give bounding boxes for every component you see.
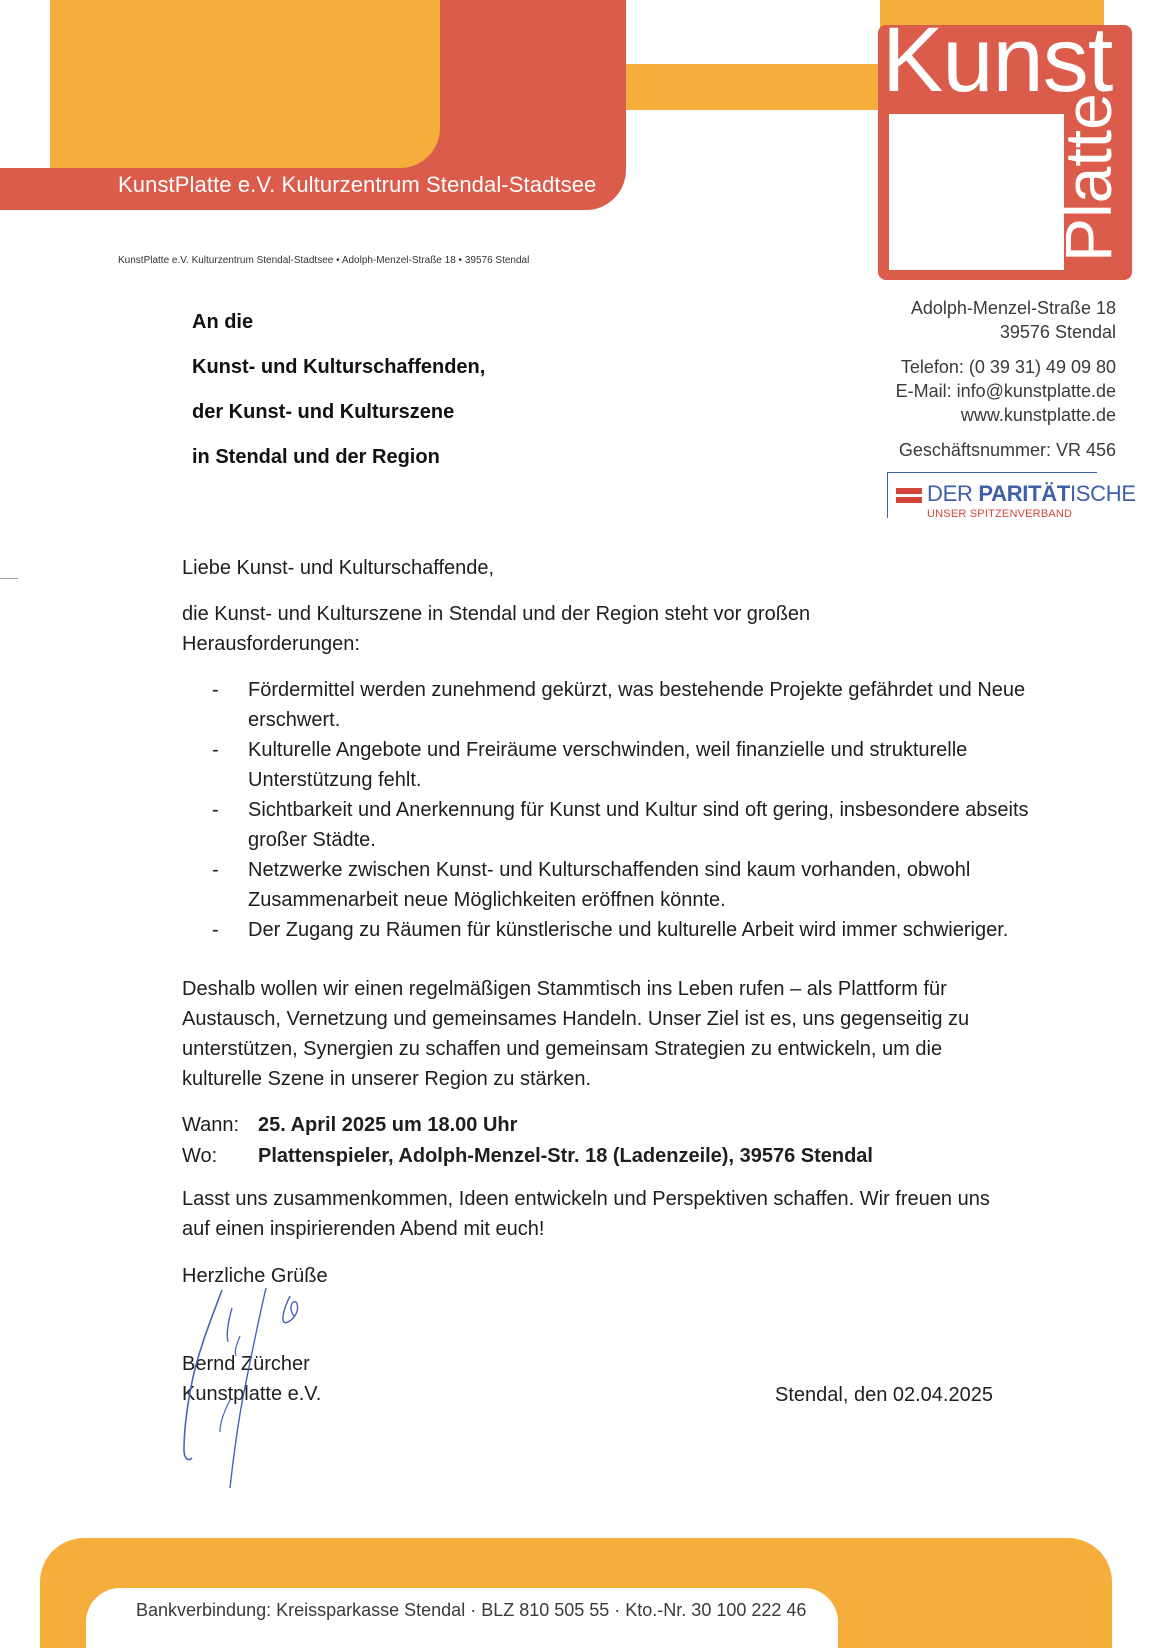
recipient-block: [192, 300, 485, 480]
header-white-edge: [0, 0, 50, 168]
contact-web: www.kunstplatte.de: [960, 405, 1116, 425]
contact-city: 39576 Stendal: [999, 322, 1116, 342]
partner-logo-bar: [896, 497, 922, 503]
header-orange-inner: [0, 0, 440, 168]
logo-word-platte: Platte: [1051, 93, 1125, 262]
sender-address-line: KunstPlatte e.V. Kulturzentrum Stendal-Stadtsee • Adolph-Menzel-Straße 18 • 39576 Stendal: [118, 255, 530, 266]
letter-invitation-paragraph: Lasst uns zusammenkommen, Ideen entwickeln und Perspektiven schaffen. Wir freuen uns auf einen inspirierenden Abend mit euch!: [182, 1188, 990, 1240]
logo-word-kunst: Kunst: [882, 9, 1113, 111]
contact-email: E-Mail: info@kunstplatte.de: [895, 381, 1116, 401]
letter-salutation: Liebe Kunst- und Kulturschaffende,: [182, 557, 495, 579]
list-item: - Fördermittel werden zunehmend gekürzt, was bestehende Projekte gefährdet und Neue erschwert.: [212, 679, 1026, 731]
partner-logo-subline: UNSER SPITZENVERBAND: [927, 508, 1073, 520]
event-details: [182, 1110, 873, 1172]
letter-purpose-paragraph: Deshalb wollen wir einen regelmäßigen Stammtisch ins Leben rufen – als Plattform für Austausch, Vernetzung und gemeinsames Handeln. Unser Ziel ist es, uns gegenseitig zu unterstützen, Synergien zu schaffen und gemeinsam Strategien zu entwickeln, um die kulturelle Szene in unserer Region zu stärken.: [182, 978, 970, 1090]
event-where: Wo: Plattenspieler, Adolph-Menzel-Str. 18 (Ladenzeile), 39576 Stendal: [182, 1145, 873, 1167]
recipient-line: in Stendal und der Region: [192, 446, 440, 468]
list-item: - Sichtbarkeit und Anerkennung für Kunst und Kultur sind oft gering, insbesondere abseits großer Städte.: [212, 799, 1029, 851]
partner-logo-bar: [896, 488, 922, 494]
handwritten-signature: [170, 1282, 350, 1492]
letter-closing: Herzliche Grüße: [182, 1265, 328, 1287]
challenges-list: [212, 675, 1032, 945]
logo-white-square: [889, 114, 1064, 270]
letter-intro: die Kunst- und Kulturszene in Stendal und der Region steht vor großen Herausforderungen:: [182, 603, 811, 655]
signer-name: Bernd Zürcher: [182, 1353, 310, 1375]
recipient-line: der Kunst- und Kulturszene: [192, 401, 455, 423]
contact-phone: Telefon: (0 39 31) 49 09 80: [900, 357, 1116, 377]
contact-street: Adolph-Menzel-Straße 18: [910, 298, 1116, 318]
list-item: - Netzwerke zwischen Kunst- und Kulturschaffenden sind kaum vorhanden, obwohl Zusammenarbeit neue Möglichkeiten eröffnen könnte.: [212, 859, 971, 911]
org-banner: KunstPlatte e.V. Kulturzentrum Stendal-Stadtsee: [118, 172, 597, 197]
list-item: - Der Zugang zu Räumen für künstlerische und kulturelle Arbeit wird immer schwieriger.: [212, 919, 1009, 941]
place-date: Stendal, den 02.04.2025: [775, 1384, 993, 1406]
contact-register: Geschäftsnummer: VR 456: [898, 440, 1116, 460]
contact-block: [896, 296, 1116, 462]
recipient-line: An die: [192, 311, 254, 333]
signer-org: Kunstplatte e.V.: [182, 1383, 322, 1405]
recipient-line: Kunst- und Kulturschaffenden,: [192, 356, 486, 378]
partner-logo-text: DER PARITÄTISCHE: [927, 481, 1136, 506]
event-when: Wann: 25. April 2025 um 18.00 Uhr: [182, 1114, 518, 1136]
fold-mark: [0, 578, 18, 579]
bank-details: Bankverbindung: Kreissparkasse Stendal · BLZ 810 505 55 · Kto.-Nr. 30 100 222 46: [136, 1600, 807, 1620]
list-item: - Kulturelle Angebote und Freiräume verschwinden, weil finanzielle und strukturelle Unterstützung fehlt.: [212, 739, 968, 791]
